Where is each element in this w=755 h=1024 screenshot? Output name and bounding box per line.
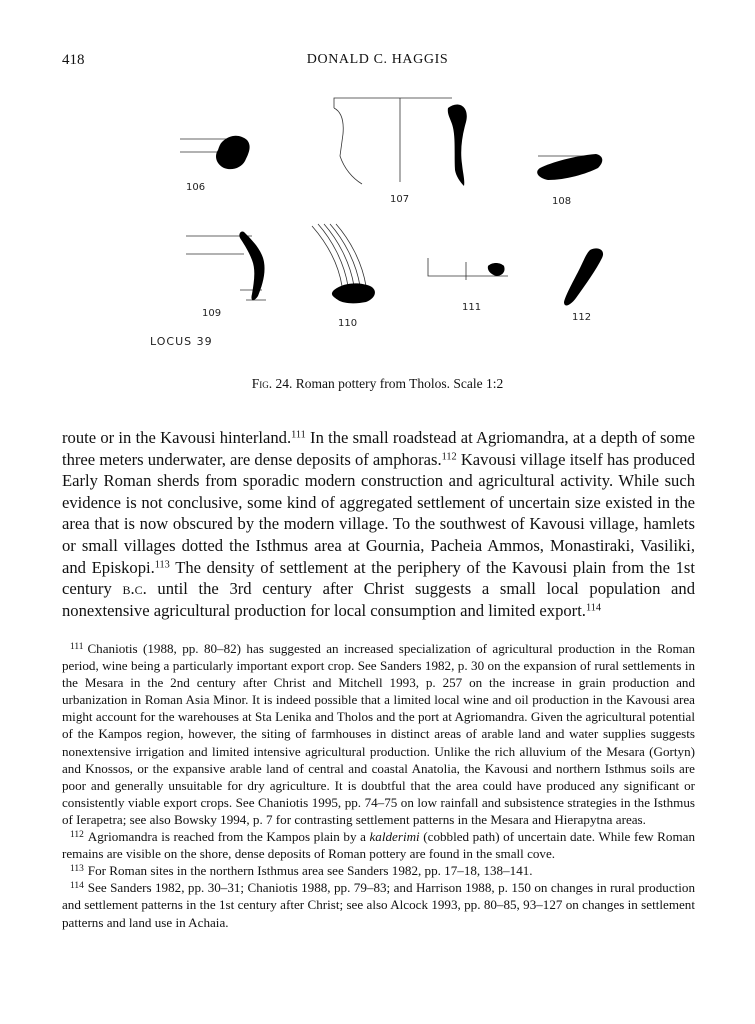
text-run: Agriomandra is reached from the Kampos plain by a xyxy=(87,829,370,845)
sherd-109-drawing xyxy=(186,231,266,300)
text-run: route or in the Kavousi hinterland. xyxy=(62,428,292,447)
label-109: 109 xyxy=(202,308,222,319)
label-107: 107 xyxy=(390,194,410,205)
figure-caption xyxy=(0,376,755,392)
text-run: In the small roadstead at Agriomandra, at a depth of some three meters underwater, are dense deposits of amphoras. xyxy=(62,428,695,469)
label-112: 112 xyxy=(572,312,592,323)
text-run: (cobbled path) of uncertain date. While few Roman remains are visible on the shore, dense deposits of Roman pottery are found in the small cove. xyxy=(62,829,695,862)
footnote-ref: 114 xyxy=(585,602,601,614)
footnote-ref: 112 xyxy=(441,450,457,462)
footnote-111 xyxy=(62,640,695,828)
footnote-number: 111 xyxy=(70,641,84,652)
pottery-drawings xyxy=(0,90,755,360)
label-110: 110 xyxy=(338,318,358,329)
text-run: The density of settlement at the periphery of the Kavousi plain from the 1st century xyxy=(62,557,695,599)
footnote-ref: 111 xyxy=(291,429,306,441)
label-111: 111 xyxy=(462,302,482,313)
text-run: For Roman sites in the northern Isthmus area see Sanders 1982, pp. 17–18, 138–141. xyxy=(87,863,533,879)
caption-prefix: Fig. 24. xyxy=(251,376,293,391)
locus-label: LOCUS 39 xyxy=(150,335,213,348)
footnote-number: 112 xyxy=(70,829,84,840)
sherd-111-drawing xyxy=(428,258,508,280)
caption-text: Roman pottery from Tholos. Scale 1:2 xyxy=(295,376,504,391)
text-run: See Sanders 1982, pp. 30–31; Chaniotis 1988, pp. 79–83; and Harrison 1988, p. 150 on changes in rural production and settlement patterns in the 1st century after Christ; see also Alcock 1993, pp. 80–85, 93–127 on changes in settlement patterns and land use in Achaia. xyxy=(62,880,695,930)
page-header xyxy=(0,52,755,72)
small-caps-text: b.c. xyxy=(122,579,147,599)
sherd-112-drawing xyxy=(564,248,603,305)
footnote-114 xyxy=(62,879,695,930)
sherd-107-drawing xyxy=(334,98,467,186)
sherd-108-drawing xyxy=(537,154,602,180)
footnote-number: 113 xyxy=(70,863,84,874)
footnote-number: 114 xyxy=(70,881,84,892)
footnote-112 xyxy=(62,828,695,862)
body-paragraph xyxy=(62,427,695,621)
sherd-106-drawing xyxy=(180,136,250,169)
label-108: 108 xyxy=(552,196,572,207)
footnotes xyxy=(62,640,695,931)
sherd-110-drawing xyxy=(312,224,375,303)
footnote-ref: 113 xyxy=(154,558,170,570)
italic-term: kalderimi xyxy=(369,829,420,845)
running-head: DONALD C. HAGGIS xyxy=(306,52,449,67)
text-run: Chaniotis (1988, pp. 80–82) has suggested an increased specialization of agricultural production in the Roman period, wine being a particularly important export crop. See Sanders 1982, p. 30 on the expansion of rural settlements in the Mesara in the 2nd century after Christ and Mitchell 1993, p. 257 on the increase in grain production and urbanization in Roman Asia Minor. It is indeed possible that a limited local wine and oil production in the Kavousi area might account for the warehouses at Sta Lenika and Tholos and the port at Agriomandra. Given the agricultural potential of the Kampos region, however, the siting of farmhouses in distinct areas of arable land and water supplies suggests nonextensive irrigation and limited intensive agricultural production. Unlike the rich alluvium of the Mesara (Gortyn) and Knossos, or the expansive arable land of central and coastal Anatolia, the Kavousi and northern Isthmus soils are poor and generally unsuitable for dry agriculture. It is doubtful that the area could have produced any significant or consistently viable export crops. See Chaniotis 1995, pp. 74–75 on low rainfall and subsistence strategies in the Isthmus of Ierapetra; see also Bowsky 1994, p. 7 for contrasting settlement patterns in the Mesara and Hierapytna areas. xyxy=(62,641,695,827)
page-number: 418 xyxy=(62,52,85,68)
text-run: Kavousi village itself has produced Early Roman sherds from sporadic modern construction and agricultural activity. While such evidence is not conclusive, some kind of aggregated settlement of uncertain size existed in the area that is now obscured by the modern village. To the southwest of Kavousi village, hamlets or small villages dotted the Isthmus area at Gournia, Pacheia Ammos, Monastiraki, Vasiliki, and Episkopi. xyxy=(62,449,695,577)
label-106: 106 xyxy=(186,182,206,193)
footnote-113 xyxy=(62,862,695,879)
text-run: until the 3rd century after Christ suggests a small local population and nonextensive agricultural production for local consumption and limited export. xyxy=(62,579,696,620)
pottery-figure xyxy=(0,90,755,360)
